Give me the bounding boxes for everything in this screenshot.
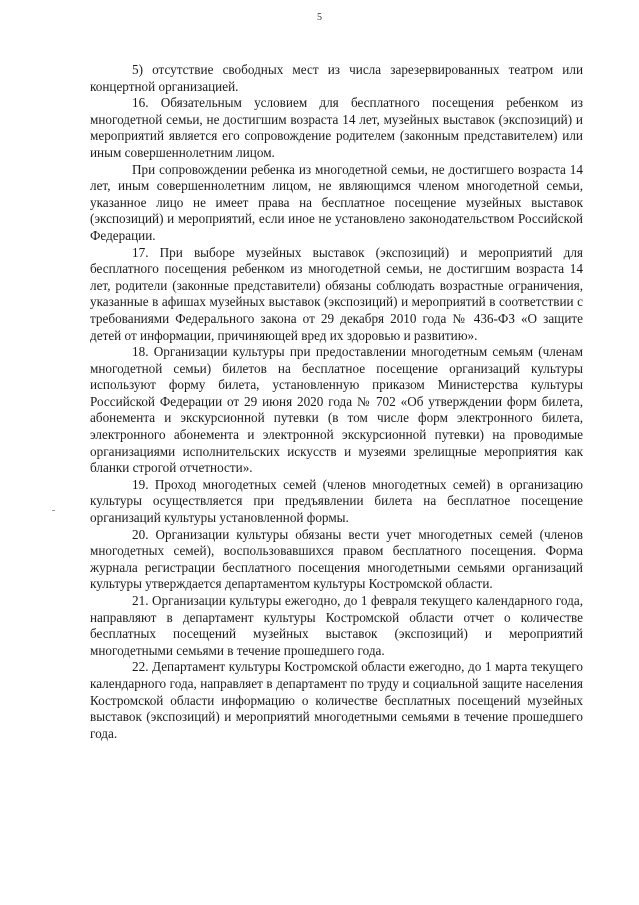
paragraph-16-continuation: При сопровождении ребенка из многодетной семьи, не достигшего возраста 14 лет, иным совершеннолетним лицом, не являющимся членом многодетной семьи, указанное лицо не имеет права на бесплатное посещение музейных выставок (экспозиций) и мероприятий, если иное не установлено законодательством Российской Федерации. (90, 161, 583, 243)
paragraph-21: 21. Организации культуры ежегодно, до 1 февраля текущего календарного года, направляют в департамент культуры Костромской области отчет о количестве бесплатных посещений музейных выставок (экспозиций) и мероприятий многодетными семьями в течение прошедшего года. (90, 593, 583, 658)
paragraph-17: 17. При выборе музейных выставок (экспозиций) и мероприятий для бесплатного посещения ребенком из многодетной семьи, не достигшим возраста 14 лет, родители (законные представители) обязаны соблюдать возрастные ограничения, указанные в афишах музейных выставок (экспозиций) и мероприятий в соответствии с требованиями Федерального закона от 29 декабря 2010 года № 436-ФЗ «О защите детей от информации, причиняющей вред их здоровью и развитию». (90, 244, 583, 343)
paragraph-22: 22. Департамент культуры Костромской области ежегодно, до 1 марта текущего календарного года, направляет в департамент по труду и социальной защите населения Костромской области информацию о количестве бесплатных посещений музейных выставок (экспозиций) и мероприятий многодетными семьями в течение прошедшего года. (90, 659, 583, 741)
paragraph-item-5: 5) отсутствие свободных мест из числа зарезервированных театром или концертной организацией. (90, 62, 583, 94)
paragraph-16: 16. Обязательным условием для бесплатного посещения ребенком из многодетной семьи, не достигшим возраста 14 лет, музейных выставок (экспозиций) и мероприятий является его сопровождение родителем (законным представителем) или иным совершеннолетним лицом. (90, 95, 583, 160)
document-body (90, 62, 583, 742)
paragraph-19: 19. Проход многодетных семей (членов многодетных семей) в организацию культуры осуществляется при предъявлении билета на бесплатное посещение организаций культуры установленной формы. (90, 476, 583, 526)
paragraph-18: 18. Организации культуры при предоставлении многодетным семьям (членам многодетной семьи) билетов на бесплатное посещение организаций культуры используют форму билета, установленную приказом Министерства культуры Российской Федерации от 29 июня 2020 года № 702 «Об утверждении форм билета, абонемента и экскурсионной путевки (в том числе форм электронного билета, электронного абонемента и электронной экскурсионной путевки) на проводимые организациями исполнительских искусств и музеями зрелищные мероприятия как бланки строгой отчетности». (90, 344, 583, 476)
page-number: 5 (317, 12, 322, 23)
margin-mark (52, 510, 55, 511)
paragraph-20: 20. Организации культуры обязаны вести учет многодетных семей (членов многодетных семей), воспользовавшихся правом бесплатного посещения. Форма журнала регистрации бесплатного посещения многодетными семьями организаций культуры утверждается департаментом культуры Костромской области. (90, 526, 583, 592)
